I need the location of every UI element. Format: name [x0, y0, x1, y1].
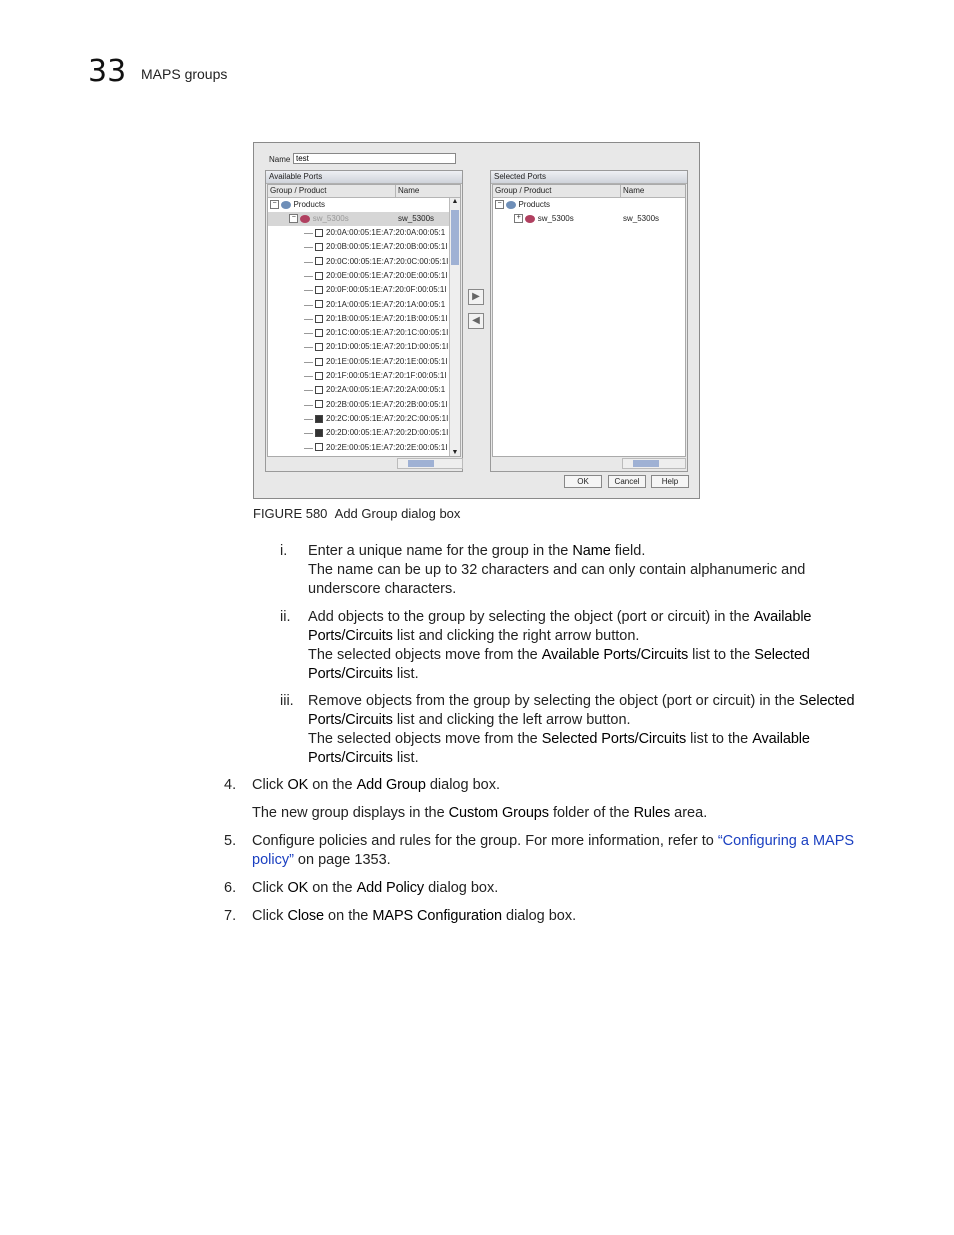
tree-connector — [304, 347, 313, 348]
tree-connector — [304, 233, 313, 234]
text: The selected objects move from the — [308, 647, 542, 663]
text: folder of the — [548, 805, 634, 821]
tree-row-products[interactable] — [270, 198, 325, 212]
port-icon — [315, 329, 323, 337]
port-wwn: 20:0C:00:05:1E:A7:20:0C:00:05:1I — [326, 256, 449, 266]
name-label: Name — [269, 155, 291, 164]
port-row[interactable] — [304, 283, 447, 297]
col-group-product[interactable]: Group / Product — [270, 186, 327, 195]
ui-term: Custom Groups — [448, 805, 549, 821]
list-marker: iii. — [280, 693, 294, 709]
tree-connector — [304, 319, 313, 320]
column-header — [493, 185, 685, 198]
port-icon — [315, 243, 323, 251]
ui-term: MAPS Configuration — [372, 908, 502, 924]
port-row[interactable] — [304, 269, 447, 283]
text: Configure policies and rules for the group. For more information, refer to — [252, 833, 718, 849]
text: area. — [670, 805, 708, 821]
tree-connector — [304, 448, 313, 449]
ui-term: Ports/Circuits — [308, 628, 393, 644]
port-wwn: 20:1F:00:05:1E:A7:20:1F:00:05:1I — [326, 371, 447, 380]
text: list to the — [686, 731, 753, 747]
port-wwn: 20:1D:00:05:1E:A7:20:1D:00:05:1I — [326, 342, 449, 352]
port-row[interactable] — [304, 369, 447, 383]
cancel-button[interactable]: Cancel — [608, 475, 646, 488]
port-wwn: 20:2E:00:05:1E:A7:20:2E:00:05:1I — [326, 442, 448, 452]
ui-term: Available — [753, 609, 812, 625]
ui-term: Name — [572, 543, 611, 559]
ui-term: Ports/Circuits — [308, 666, 393, 682]
text: list and clicking the left arrow button. — [392, 712, 631, 728]
available-ports-title: Available Ports — [266, 171, 462, 184]
port-row[interactable] — [304, 298, 445, 312]
text: underscore characters. — [308, 581, 457, 597]
ui-term: Add Group — [356, 777, 426, 793]
tree-row-products[interactable] — [495, 198, 550, 212]
ui-term: Add Policy — [356, 880, 425, 896]
text: on the — [308, 777, 357, 793]
text: on the — [308, 880, 357, 896]
vertical-scrollbar[interactable] — [449, 198, 460, 456]
list-marker: 4. — [224, 777, 237, 793]
col-name[interactable]: Name — [623, 186, 645, 195]
col-name[interactable]: Name — [398, 186, 420, 195]
port-wwn: 20:0A:00:05:1E:A7:20:0A:00:05:1 — [326, 228, 446, 237]
move-right-button[interactable] — [468, 289, 484, 305]
port-wwn: 20:1A:00:05:1E:A7:20:1A:00:05:1 — [326, 299, 446, 309]
list-marker: 6. — [224, 880, 237, 896]
text: list. — [392, 666, 419, 682]
col-group-product[interactable]: Group / Product — [495, 186, 552, 195]
tree-connector — [304, 376, 313, 377]
tree-connector — [304, 433, 313, 434]
ui-term: Available — [752, 731, 810, 747]
help-button[interactable]: Help — [651, 475, 689, 488]
selected-ports-tree — [492, 184, 686, 457]
tree-connector — [304, 390, 313, 391]
port-icon — [315, 229, 323, 237]
figure-number: FIGURE 580 — [253, 506, 328, 521]
switch-icon — [525, 215, 535, 223]
port-row[interactable] — [304, 326, 448, 340]
text: on page 1353. — [293, 852, 391, 868]
tree-row-switch[interactable] — [493, 212, 683, 226]
ui-term: Selected — [798, 693, 855, 709]
switch-name: sw_5300s — [398, 214, 435, 223]
port-icon — [315, 358, 323, 366]
text: Add objects to the group by selecting the object (port or circuit) in the — [308, 609, 754, 625]
text: dialog box. — [425, 777, 500, 793]
ui-term: OK — [287, 880, 309, 896]
port-row[interactable] — [304, 426, 448, 440]
products-label: Products — [293, 200, 326, 209]
text: The name can be up to 32 characters and can only contain alphanumeric and — [308, 562, 806, 578]
cross-reference-link[interactable]: policy” — [252, 852, 294, 868]
port-wwn: 20:2A:00:05:1E:A7:20:2A:00:05:1 — [326, 385, 446, 395]
port-row[interactable] — [304, 398, 447, 412]
tree-connector — [304, 362, 313, 363]
right-arrow-icon: ▶ — [472, 291, 480, 302]
horizontal-scrollbar[interactable] — [622, 458, 686, 469]
port-icon — [315, 300, 323, 308]
name-field[interactable] — [293, 153, 456, 164]
text: Click — [252, 880, 288, 896]
switch-label: sw_5300s — [537, 214, 574, 223]
list-marker: ii. — [280, 609, 291, 625]
port-icon — [315, 429, 323, 437]
port-row[interactable] — [304, 340, 448, 354]
text: Remove objects from the group by selecting the object (port or circuit) in the — [308, 693, 799, 709]
scroll-thumb[interactable] — [451, 210, 459, 265]
ui-term: Ports/Circuits — [308, 712, 393, 728]
ui-term: OK — [287, 777, 309, 793]
text: The selected objects move from the — [308, 731, 542, 747]
selected-ports-panel — [490, 170, 688, 472]
text: list to the — [688, 647, 755, 663]
ui-term: Selected Ports/Circuits — [541, 731, 687, 747]
list-marker: i. — [280, 543, 288, 559]
switch-label: sw_5300s — [312, 214, 349, 223]
ui-term: Ports/Circuits — [308, 750, 393, 766]
products-globe-icon — [281, 201, 291, 209]
selected-ports-title: Selected Ports — [491, 171, 687, 184]
text: list. — [392, 750, 419, 766]
tree-row-switch[interactable] — [268, 212, 451, 226]
tree-connector — [304, 405, 313, 406]
port-icon — [315, 415, 323, 423]
text: The new group displays in the — [252, 805, 449, 821]
available-ports-panel — [265, 170, 463, 472]
move-left-button[interactable] — [468, 313, 484, 329]
text: on the — [324, 908, 373, 924]
ui-term: Available Ports/Circuits — [541, 647, 689, 663]
port-wwn: 20:1E:00:05:1E:A7:20:1E:00:05:1I — [326, 356, 448, 366]
port-row[interactable] — [304, 383, 445, 397]
left-arrow-icon: ◀ — [472, 315, 480, 326]
ui-term: Selected — [754, 647, 810, 663]
text: dialog box. — [424, 880, 499, 896]
tree-connector — [304, 247, 313, 248]
port-icon — [315, 343, 323, 351]
text: field. — [610, 543, 646, 559]
column-header — [268, 185, 460, 198]
tree-connector — [304, 305, 313, 306]
figure-title: Add Group dialog box — [334, 506, 461, 521]
port-icon — [315, 286, 323, 294]
port-icon — [315, 443, 323, 451]
port-icon — [315, 272, 323, 280]
port-wwn: 20:2D:00:05:1E:A7:20:2D:00:05:1I — [326, 428, 449, 438]
switch-name: sw_5300s — [623, 214, 660, 223]
port-row[interactable] — [304, 412, 448, 426]
tree-connector — [304, 262, 313, 263]
port-icon — [315, 257, 323, 265]
horizontal-scrollbar[interactable] — [397, 458, 463, 469]
text: list and clicking the right arrow button. — [392, 628, 640, 644]
port-row[interactable] — [304, 226, 445, 240]
port-icon — [315, 372, 323, 380]
products-label: Products — [518, 200, 551, 209]
collapse-icon[interactable]: − — [270, 200, 279, 209]
expand-icon[interactable]: + — [514, 214, 523, 223]
tree-connector — [304, 419, 313, 420]
port-wwn: 20:1B:00:05:1E:A7:20:1B:00:05:1I — [326, 313, 448, 323]
chapter-title: MAPS groups — [141, 66, 228, 82]
add-group-dialog — [253, 142, 700, 499]
text: Click — [252, 777, 288, 793]
figure-caption — [253, 506, 460, 521]
port-icon — [315, 386, 323, 394]
scroll-up-icon[interactable]: ▲ — [451, 198, 459, 205]
tree-connector — [304, 333, 313, 334]
ok-button[interactable]: OK — [564, 475, 602, 488]
port-wwn: 20:0B:00:05:1E:A7:20:0B:00:05:1I — [326, 242, 448, 252]
products-globe-icon — [506, 201, 516, 209]
tree-connector — [304, 290, 313, 291]
port-icon — [315, 315, 323, 323]
port-row[interactable] — [304, 240, 447, 254]
port-row[interactable] — [304, 255, 448, 269]
port-row[interactable] — [304, 355, 447, 369]
port-wwn: 20:0E:00:05:1E:A7:20:0E:00:05:1I — [326, 270, 448, 280]
port-row[interactable] — [304, 312, 447, 326]
scroll-down-icon[interactable]: ▼ — [451, 449, 459, 456]
text: dialog box. — [501, 908, 577, 924]
port-wwn: 20:2B:00:05:1E:A7:20:2B:00:05:1I — [326, 399, 448, 409]
collapse-icon[interactable]: − — [289, 214, 298, 223]
port-wwn: 20:2C:00:05:1E:A7:20:2C:00:05:1I — [326, 413, 449, 423]
switch-icon — [300, 215, 310, 223]
ui-term: Rules — [633, 805, 671, 821]
ui-term: Close — [287, 908, 325, 924]
available-ports-tree — [267, 184, 461, 457]
chapter-number: 33 — [88, 54, 127, 89]
port-icon — [315, 400, 323, 408]
port-row[interactable] — [304, 441, 447, 455]
cross-reference-link[interactable]: “Configuring a MAPS — [717, 833, 855, 849]
collapse-icon[interactable]: − — [495, 200, 504, 209]
list-marker: 7. — [224, 908, 237, 924]
port-wwn: 20:0F:00:05:1E:A7:20:0F:00:05:1I — [326, 285, 447, 295]
port-wwn: 20:1C:00:05:1E:A7:20:1C:00:05:1I — [326, 328, 449, 338]
text: Click — [252, 908, 288, 924]
list-marker: 5. — [224, 833, 237, 849]
tree-connector — [304, 276, 313, 277]
text: Enter a unique name for the group in the — [308, 543, 573, 559]
